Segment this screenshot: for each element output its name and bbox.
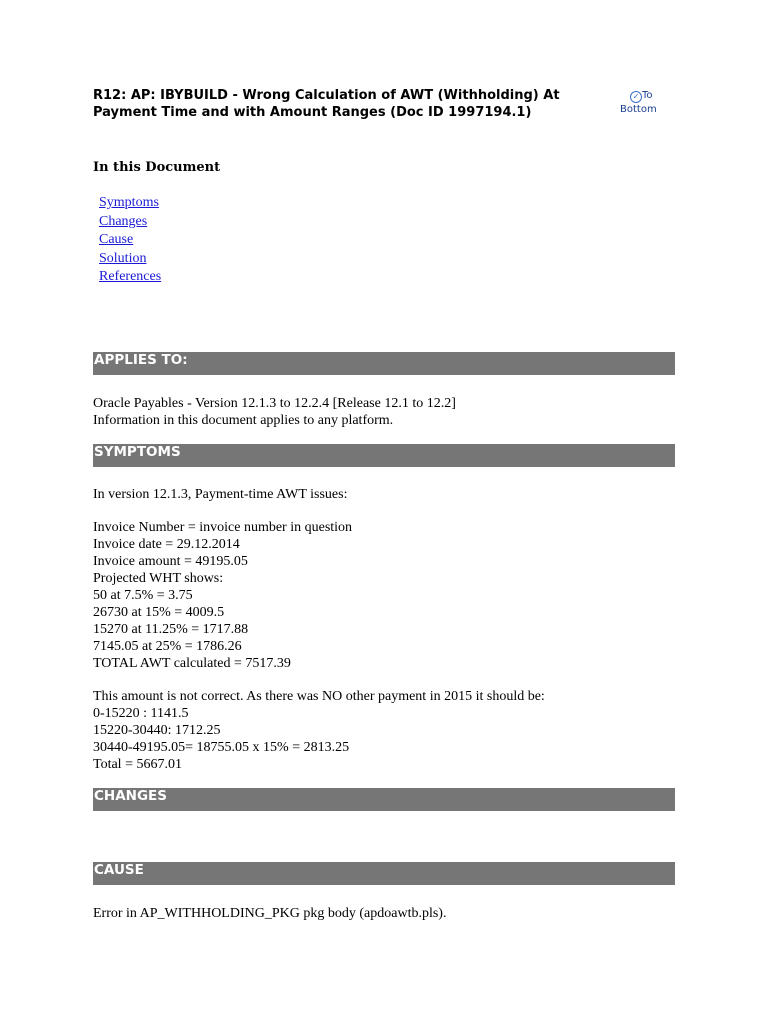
toc-link-changes[interactable]: Changes bbox=[99, 213, 148, 229]
symptoms-detail-line: 26730 at 15% = 4009.5 bbox=[93, 605, 225, 620]
symptoms-detail-line: 7145.05 at 25% = 1786.26 bbox=[93, 639, 242, 654]
cause-content bbox=[93, 905, 693, 922]
symptoms-correction-line: This amount is not correct. As there was NO other payment in 2015 it should be: bbox=[93, 689, 545, 704]
symptoms-detail-line: Invoice date = 29.12.2014 bbox=[93, 537, 240, 552]
symptoms-intro: In version 12.1.3, Payment-time AWT issues: bbox=[93, 487, 348, 502]
symptoms-heading: SYMPTOMS bbox=[93, 444, 675, 467]
applies-to-line: Information in this document applies to any platform. bbox=[93, 413, 394, 428]
symptoms-detail-line: TOTAL AWT calculated = 7517.39 bbox=[93, 656, 291, 671]
symptoms-detail-line: Invoice Number = invoice number in question bbox=[93, 520, 353, 535]
toc-item bbox=[99, 231, 161, 250]
changes-heading: CHANGES bbox=[93, 788, 675, 811]
symptoms-correction-line: 15220-30440: 1712.25 bbox=[93, 723, 221, 738]
toc-link-solution[interactable]: Solution bbox=[99, 250, 147, 266]
symptoms-correction-line: Total = 5667.01 bbox=[93, 757, 182, 772]
toc-item bbox=[99, 194, 161, 213]
arrow-down-icon: ✓ bbox=[630, 91, 642, 103]
applies-to-line: Oracle Payables - Version 12.1.3 to 12.2.4 [Release 12.1 to 12.2] bbox=[93, 396, 456, 411]
to-bottom-link[interactable] bbox=[620, 89, 670, 116]
symptoms-detail-line: 15270 at 11.25% = 1717.88 bbox=[93, 622, 249, 637]
symptoms-content bbox=[93, 486, 693, 773]
to-bottom-label-line2: Bottom bbox=[620, 104, 657, 115]
symptoms-detail-line: Projected WHT shows: bbox=[93, 571, 224, 586]
symptoms-correction-line: 30440-49195.05= 18755.05 x 15% = 2813.25 bbox=[93, 740, 350, 755]
cause-text: Error in AP_WITHHOLDING_PKG pkg body (apdoawtb.pls). bbox=[93, 906, 447, 921]
cause-heading: CAUSE bbox=[93, 862, 675, 885]
toc-link-references[interactable]: References bbox=[99, 269, 162, 285]
toc-link-cause[interactable]: Cause bbox=[99, 232, 134, 248]
applies-to-content bbox=[93, 395, 693, 429]
toc-item bbox=[99, 213, 161, 232]
applies-to-heading: APPLIES TO: bbox=[93, 352, 675, 375]
symptoms-detail-line: 50 at 7.5% = 3.75 bbox=[93, 588, 193, 603]
toc-heading: In this Document bbox=[93, 160, 221, 175]
toc-item bbox=[99, 268, 161, 287]
spacer bbox=[93, 672, 693, 688]
toc-link-symptoms[interactable]: Symptoms bbox=[99, 195, 159, 210]
document-title: R12: AP: IBYBUILD - Wrong Calculation of AWT (Withholding) At Payment Time and with Amount Ranges (Doc ID 1997194.1) bbox=[93, 88, 560, 120]
symptoms-correction-line: 0-15220 : 1141.5 bbox=[93, 706, 189, 721]
toc-item bbox=[99, 250, 161, 269]
to-bottom-label-line1: To bbox=[642, 90, 653, 101]
toc-list bbox=[99, 194, 161, 287]
symptoms-detail-line: Invoice amount = 49195.05 bbox=[93, 554, 248, 569]
spacer bbox=[93, 503, 693, 519]
